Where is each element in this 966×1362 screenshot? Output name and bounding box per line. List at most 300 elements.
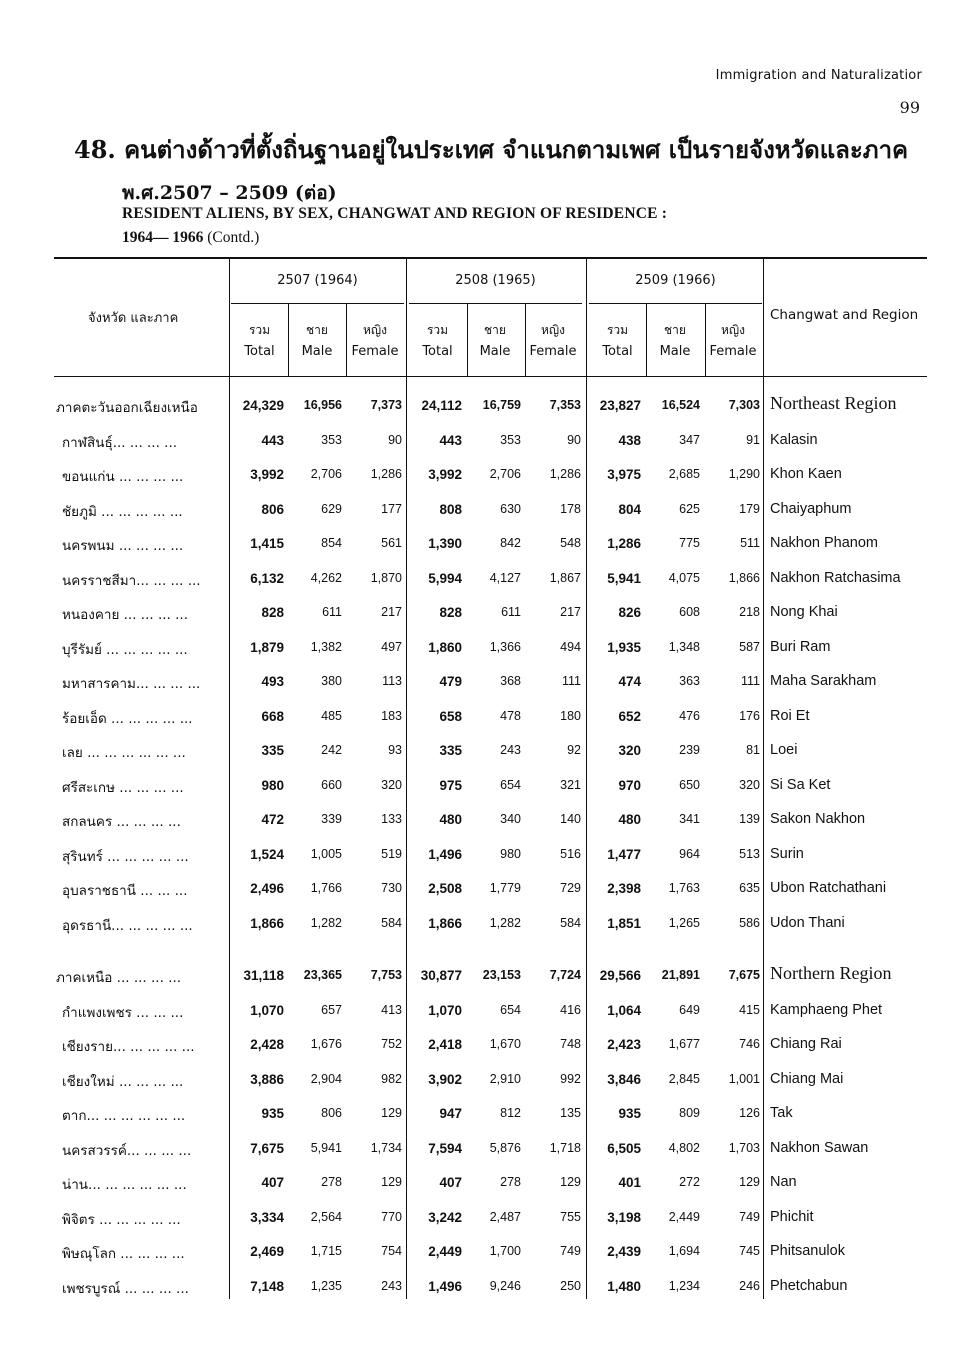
table-cell: 16,956 xyxy=(303,398,342,412)
running-head: Immigration and Naturalizatior xyxy=(715,68,922,83)
table-cell: 2,706 xyxy=(310,467,342,481)
table-cell: 443 xyxy=(261,432,284,448)
table-cell: 513 xyxy=(739,846,760,861)
table-row xyxy=(0,563,966,591)
table-cell: 183 xyxy=(381,708,402,723)
subheader-english: Female xyxy=(529,344,577,359)
row-label-english: Northern Region xyxy=(770,963,892,983)
year-sub-rule-2 xyxy=(409,303,582,304)
table-cell: 2,449 xyxy=(668,1209,700,1224)
table-cell: 516 xyxy=(560,846,581,861)
table-cell: 1,718 xyxy=(549,1140,581,1155)
table-cell: 992 xyxy=(560,1071,581,1086)
table-cell: 180 xyxy=(560,708,581,723)
table-row xyxy=(0,1064,966,1092)
table-cell: 3,846 xyxy=(607,1071,641,1087)
table-cell: 970 xyxy=(618,777,641,793)
table-cell: 438 xyxy=(618,432,641,448)
table-cell: 1,282 xyxy=(310,915,342,930)
table-cell: 1,234 xyxy=(668,1278,700,1293)
table-cell: 2,496 xyxy=(250,881,284,896)
table-cell: 339 xyxy=(321,812,342,826)
table-cell: 2,418 xyxy=(428,1037,462,1052)
table-cell: 472 xyxy=(261,812,284,827)
table-cell: 746 xyxy=(739,1037,760,1051)
table-cell: 217 xyxy=(381,605,402,619)
table-cell: 935 xyxy=(618,1106,641,1121)
table-cell: 4,127 xyxy=(489,570,521,585)
table-row xyxy=(0,1133,966,1161)
table-cell: 272 xyxy=(679,1175,700,1189)
table-top-rule xyxy=(54,257,927,259)
table-cell: 828 xyxy=(439,605,462,620)
table-cell: 2,904 xyxy=(310,1071,342,1086)
subheader-thai: รวม xyxy=(426,323,449,337)
table-cell: 243 xyxy=(381,1278,402,1293)
row-label-english: Chaiyaphum xyxy=(770,500,852,517)
table-cell: 561 xyxy=(381,536,402,550)
table-cell: 7,373 xyxy=(370,398,402,412)
title-contd: (Contd.) xyxy=(207,229,260,246)
table-row xyxy=(0,528,966,556)
table-cell: 30,877 xyxy=(420,968,462,983)
subheader-thai: ชาย xyxy=(664,323,686,337)
table-cell: 139 xyxy=(739,812,760,826)
table-cell: 548 xyxy=(560,536,581,550)
table-cell: 730 xyxy=(381,881,402,895)
table-row xyxy=(0,1271,966,1299)
table-cell: 658 xyxy=(439,708,462,724)
table-cell: 2,706 xyxy=(489,467,521,481)
subheader-english: Male xyxy=(479,344,511,359)
table-cell: 363 xyxy=(679,674,700,688)
table-cell: 401 xyxy=(618,1175,641,1190)
row-label-thai: เพชรบูรณ์ ... ... ... ... xyxy=(62,1280,189,1297)
table-row xyxy=(0,459,966,487)
table-cell: 630 xyxy=(500,501,521,516)
table-cell: 1,070 xyxy=(428,1002,462,1018)
subheader-english: Total xyxy=(422,344,453,359)
table-cell: 218 xyxy=(739,605,760,619)
table-cell: 1,734 xyxy=(370,1140,402,1155)
table-title-english: RESIDENT ALIENS, BY SEX, CHANGWAT AND REGION OF RESIDENCE : xyxy=(122,205,668,222)
table-cell: 16,524 xyxy=(661,398,700,412)
table-cell: 652 xyxy=(618,708,641,724)
table-cell: 6,132 xyxy=(250,570,284,586)
table-cell: 668 xyxy=(261,708,284,724)
table-cell: 340 xyxy=(500,812,521,826)
header-changwat-region-english: Changwat and Region xyxy=(770,307,919,323)
table-cell: 1,866 xyxy=(428,915,462,931)
table-row xyxy=(0,908,966,936)
subheader-english: Male xyxy=(301,344,333,359)
table-cell: 1,866 xyxy=(250,915,284,931)
table-cell: 775 xyxy=(679,536,700,550)
table-cell: 629 xyxy=(321,501,342,516)
table-cell: 1,866 xyxy=(728,570,760,585)
table-cell: 5,994 xyxy=(428,570,462,586)
row-label-english: Surin xyxy=(770,845,804,862)
table-cell: 1,879 xyxy=(250,639,284,655)
table-cell: 217 xyxy=(560,605,581,619)
table-cell: 129 xyxy=(381,1106,402,1120)
table-cell: 129 xyxy=(381,1175,402,1189)
table-cell: 625 xyxy=(679,501,700,516)
table-cell: 335 xyxy=(439,743,462,758)
table-cell: 1,001 xyxy=(728,1071,760,1086)
column-subheader xyxy=(288,320,346,362)
table-cell: 31,118 xyxy=(243,968,284,983)
table-cell: 3,992 xyxy=(428,467,462,482)
table-cell: 654 xyxy=(500,1002,521,1017)
table-cell: 443 xyxy=(439,432,462,448)
table-cell: 2,910 xyxy=(489,1071,521,1086)
table-cell: 479 xyxy=(439,674,462,689)
table-cell: 7,594 xyxy=(428,1140,462,1156)
table-cell: 1,286 xyxy=(549,467,581,481)
table-cell: 177 xyxy=(381,501,402,516)
table-cell: 176 xyxy=(739,708,760,723)
row-label-english: Maha Sarakham xyxy=(770,673,877,689)
year-header: 2507 (1964) xyxy=(277,273,358,288)
row-label-english: Kamphaeng Phet xyxy=(770,1001,883,1018)
row-label-english: Si Sa Ket xyxy=(770,776,831,793)
row-label-english: Tak xyxy=(770,1105,793,1121)
table-cell: 1,290 xyxy=(728,467,760,481)
table-cell: 24,329 xyxy=(242,398,284,413)
table-cell: 809 xyxy=(679,1106,700,1120)
table-cell: 7,303 xyxy=(728,398,760,412)
table-cell: 1,265 xyxy=(668,915,700,930)
table-cell: 745 xyxy=(739,1244,760,1258)
table-cell: 178 xyxy=(560,501,581,516)
table-cell: 380 xyxy=(321,674,342,688)
table-cell: 770 xyxy=(381,1209,402,1224)
table-cell: 2,564 xyxy=(310,1209,342,1224)
table-cell: 519 xyxy=(381,846,402,861)
subheader-thai: หญิง xyxy=(721,323,745,337)
row-label-thai: นครสวรรค์... ... ... ... xyxy=(62,1142,192,1159)
table-row xyxy=(0,1029,966,1057)
table-cell: 1,715 xyxy=(310,1244,342,1258)
row-label-thai: ร้อยเอ็ด ... ... ... ... ... xyxy=(62,710,193,727)
table-cell: 828 xyxy=(261,605,284,620)
row-label-thai: อุบลราชธานี ... ... ... xyxy=(62,883,188,899)
table-cell: 133 xyxy=(381,812,402,826)
table-cell: 24,112 xyxy=(421,398,462,413)
row-label-thai: เลย ... ... ... ... ... ... xyxy=(62,745,186,761)
table-cell: 494 xyxy=(560,639,581,654)
table-row xyxy=(0,1236,966,1264)
table-cell: 584 xyxy=(381,915,402,930)
table-cell: 90 xyxy=(567,432,581,447)
table-cell: 806 xyxy=(321,1106,342,1120)
table-cell: 980 xyxy=(261,777,284,793)
column-subheader xyxy=(646,320,704,362)
row-label-thai: มหาสารคาม... ... ... ... xyxy=(62,676,201,692)
table-cell: 5,941 xyxy=(310,1140,342,1155)
table-cell: 242 xyxy=(321,743,342,757)
table-cell: 497 xyxy=(381,639,402,654)
table-cell: 752 xyxy=(381,1037,402,1051)
table-cell: 649 xyxy=(679,1002,700,1017)
table-cell: 808 xyxy=(439,501,462,517)
table-cell: 2,469 xyxy=(250,1244,284,1259)
table-cell: 1,480 xyxy=(607,1278,641,1294)
year-header: 2508 (1965) xyxy=(455,273,536,288)
table-cell: 1,477 xyxy=(607,846,641,862)
subheader-english: Total xyxy=(244,344,275,359)
table-cell: 320 xyxy=(618,743,641,758)
table-cell: 3,902 xyxy=(428,1071,462,1087)
table-cell: 1,851 xyxy=(607,915,641,931)
row-label-thai: เชียงราย... ... ... ... ... xyxy=(62,1039,195,1055)
table-cell: 91 xyxy=(746,432,760,447)
table-cell: 407 xyxy=(439,1175,462,1190)
table-cell: 246 xyxy=(739,1278,760,1293)
row-label-thai: กาฬสินธุ์... ... ... ... xyxy=(62,434,178,451)
row-label-thai: น่าน... ... ... ... ... ... xyxy=(62,1177,187,1193)
row-label-thai: นครราชสีมา... ... ... ... xyxy=(62,572,201,589)
table-cell: 239 xyxy=(679,743,700,757)
table-cell: 1,415 xyxy=(250,536,284,551)
table-cell: 2,487 xyxy=(489,1209,521,1224)
table-cell: 657 xyxy=(321,1002,342,1017)
table-cell: 23,365 xyxy=(303,968,342,982)
table-title-english-years xyxy=(122,229,259,247)
table-row xyxy=(0,839,966,867)
table-row xyxy=(0,425,966,453)
table-cell: 3,886 xyxy=(250,1071,284,1087)
row-label-english: Ubon Ratchathani xyxy=(770,880,887,896)
row-label-english: Loei xyxy=(770,742,798,758)
table-cell: 111 xyxy=(740,674,760,688)
row-label-thai: อุดรธานี... ... ... ... ... xyxy=(62,917,193,934)
table-cell: 749 xyxy=(560,1244,581,1258)
row-label-thai: หนองคาย ... ... ... ... xyxy=(62,607,189,623)
table-cell: 140 xyxy=(560,812,581,826)
table-cell: 320 xyxy=(739,777,760,792)
table-cell: 3,242 xyxy=(428,1209,462,1225)
table-cell: 982 xyxy=(381,1071,402,1086)
table-cell: 1,496 xyxy=(428,846,462,862)
table-cell: 1,282 xyxy=(489,915,521,930)
row-label-thai: สกลนคร ... ... ... ... xyxy=(62,814,181,830)
table-cell: 935 xyxy=(261,1106,284,1121)
subheader-thai: หญิง xyxy=(363,323,387,337)
table-cell: 2,508 xyxy=(428,881,462,896)
table-cell: 243 xyxy=(500,743,521,757)
row-label-english: Northeast Region xyxy=(770,393,897,413)
table-cell: 485 xyxy=(321,708,342,723)
subheader-thai: หญิง xyxy=(541,323,565,337)
table-cell: 7,675 xyxy=(728,968,760,982)
table-cell: 129 xyxy=(739,1175,760,1189)
table-cell: 111 xyxy=(561,674,581,688)
table-cell: 2,845 xyxy=(668,1071,700,1086)
table-cell: 1,860 xyxy=(428,639,462,655)
table-cell: 826 xyxy=(618,605,641,620)
row-label-english: Buri Ram xyxy=(770,638,831,655)
table-cell: 90 xyxy=(388,432,402,447)
table-region-row xyxy=(0,390,966,418)
row-label-english: Nakhon Sawan xyxy=(770,1139,869,1156)
table-cell: 964 xyxy=(679,846,700,861)
subheader-thai: ชาย xyxy=(484,323,506,337)
table-title-thai: 48. คนต่างด้าวที่ตั้งถิ่นฐานอยู่ในประเทศ จำแนกตามเพศ เป็นรายจังหวัดและภาค xyxy=(74,135,909,164)
table-cell: 611 xyxy=(322,605,342,619)
table-cell: 2,685 xyxy=(668,467,700,481)
row-label-english: Sakon Nakhon xyxy=(770,811,866,827)
table-cell: 1,348 xyxy=(668,639,700,654)
row-label-english: Udon Thani xyxy=(770,914,845,931)
table-cell: 478 xyxy=(500,708,521,723)
row-label-english: Kalasin xyxy=(770,431,818,448)
table-cell: 1,286 xyxy=(370,467,402,481)
table-cell: 3,334 xyxy=(250,1209,284,1225)
table-row xyxy=(0,666,966,694)
table-cell: 29,566 xyxy=(599,968,641,983)
table-cell: 179 xyxy=(739,501,760,516)
row-label-english: Phetchabun xyxy=(770,1277,848,1294)
table-cell: 1,867 xyxy=(549,570,581,585)
table-cell: 729 xyxy=(560,881,581,895)
table-cell: 493 xyxy=(261,674,284,689)
table-cell: 1,005 xyxy=(310,846,342,861)
table-cell: 1,766 xyxy=(310,881,342,895)
table-cell: 1,779 xyxy=(489,881,521,895)
table-cell: 1,286 xyxy=(607,536,641,551)
table-cell: 7,148 xyxy=(250,1278,284,1294)
table-cell: 635 xyxy=(739,881,760,895)
table-cell: 1,235 xyxy=(310,1278,342,1293)
row-label-english: Phichit xyxy=(770,1208,814,1225)
year-sub-rule-3 xyxy=(589,303,762,304)
table-cell: 1,670 xyxy=(489,1037,521,1051)
column-subheader xyxy=(346,320,404,362)
table-cell: 748 xyxy=(560,1037,581,1051)
table-cell: 1,935 xyxy=(607,639,641,655)
row-label-thai: กำแพงเพชร ... ... ... xyxy=(62,1004,184,1021)
table-cell: 654 xyxy=(500,777,521,792)
table-cell: 353 xyxy=(321,432,342,447)
subheader-english: Female xyxy=(709,344,757,359)
row-label-thai: ภาคตะวันออกเฉียงเหนือ xyxy=(56,400,198,416)
table-row xyxy=(0,632,966,660)
table-region-row xyxy=(0,960,966,988)
table-cell: 6,505 xyxy=(607,1140,641,1156)
row-label-thai: นครพนม ... ... ... ... xyxy=(62,538,184,554)
table-cell: 2,423 xyxy=(607,1037,641,1052)
row-label-english: Nong Khai xyxy=(770,604,838,620)
row-label-english: Phitsanulok xyxy=(770,1243,845,1259)
table-cell: 9,246 xyxy=(489,1278,521,1293)
table-cell: 353 xyxy=(500,432,521,447)
table-cell: 320 xyxy=(381,777,402,792)
table-cell: 1,870 xyxy=(370,570,402,585)
column-subheader xyxy=(524,320,582,362)
row-label-thai: ภาคเหนือ ... ... ... ... xyxy=(56,970,182,986)
year-sub-rule-1 xyxy=(231,303,404,304)
table-cell: 16,759 xyxy=(482,398,521,412)
table-cell: 806 xyxy=(261,501,284,517)
row-label-thai: เชียงใหม่ ... ... ... ... xyxy=(62,1073,184,1090)
table-cell: 754 xyxy=(381,1244,402,1258)
table-cell: 584 xyxy=(560,915,581,930)
row-label-english: Nakhon Ratchasima xyxy=(770,569,901,586)
row-label-english: Khon Kaen xyxy=(770,466,842,482)
title-year-range: 1964— 1966 xyxy=(122,229,204,246)
row-label-thai: บุรีรัมย์ ... ... ... ... ... xyxy=(62,641,188,658)
table-cell: 1,700 xyxy=(489,1244,521,1258)
table-cell: 980 xyxy=(500,846,521,861)
subheader-thai: ชาย xyxy=(306,323,328,337)
table-row xyxy=(0,804,966,832)
table-cell: 474 xyxy=(618,674,641,689)
row-label-english: Chiang Rai xyxy=(770,1036,842,1052)
row-label-english: Nakhon Phanom xyxy=(770,535,879,551)
table-cell: 321 xyxy=(560,777,581,792)
table-cell: 2,439 xyxy=(607,1244,641,1259)
table-row xyxy=(0,1202,966,1230)
table-cell: 586 xyxy=(739,915,760,930)
table-cell: 1,496 xyxy=(428,1278,462,1294)
table-cell: 407 xyxy=(261,1175,284,1190)
column-subheader xyxy=(466,320,524,362)
table-cell: 7,353 xyxy=(549,398,581,412)
table-cell: 2,398 xyxy=(607,881,641,896)
table-cell: 250 xyxy=(560,1278,581,1293)
table-cell: 660 xyxy=(321,777,342,792)
table-cell: 842 xyxy=(500,536,521,550)
table-cell: 2,449 xyxy=(428,1244,462,1259)
subheader-english: Total xyxy=(602,344,633,359)
table-row xyxy=(0,995,966,1023)
table-cell: 1,763 xyxy=(668,881,700,895)
row-label-thai: ชัยภูมิ ... ... ... ... ... xyxy=(62,503,183,520)
subheader-thai: รวม xyxy=(248,323,271,337)
table-cell: 347 xyxy=(679,432,700,447)
subheader-english: Female xyxy=(351,344,399,359)
table-cell: 812 xyxy=(500,1106,521,1120)
table-row xyxy=(0,873,966,901)
table-cell: 278 xyxy=(500,1175,521,1189)
table-cell: 23,827 xyxy=(599,398,641,413)
table-cell: 975 xyxy=(439,777,462,793)
table-cell: 92 xyxy=(567,743,581,757)
table-cell: 7,675 xyxy=(250,1140,284,1156)
table-cell: 81 xyxy=(746,743,760,757)
table-cell: 341 xyxy=(679,812,700,826)
table-cell: 587 xyxy=(739,639,760,654)
table-cell: 1,703 xyxy=(728,1140,760,1155)
table-cell: 1,390 xyxy=(428,536,462,551)
table-cell: 23,153 xyxy=(482,968,521,982)
subheader-thai: รวม xyxy=(606,323,629,337)
table-cell: 480 xyxy=(618,812,641,827)
table-cell: 416 xyxy=(560,1002,581,1017)
table-cell: 368 xyxy=(500,674,521,688)
table-cell: 1,064 xyxy=(607,1002,641,1018)
table-row xyxy=(0,735,966,763)
table-row xyxy=(0,770,966,798)
table-cell: 3,992 xyxy=(250,467,284,482)
table-cell: 1,070 xyxy=(250,1002,284,1018)
table-cell: 1,366 xyxy=(489,639,521,654)
table-cell: 4,802 xyxy=(668,1140,700,1155)
table-row xyxy=(0,597,966,625)
table-row xyxy=(0,1098,966,1126)
